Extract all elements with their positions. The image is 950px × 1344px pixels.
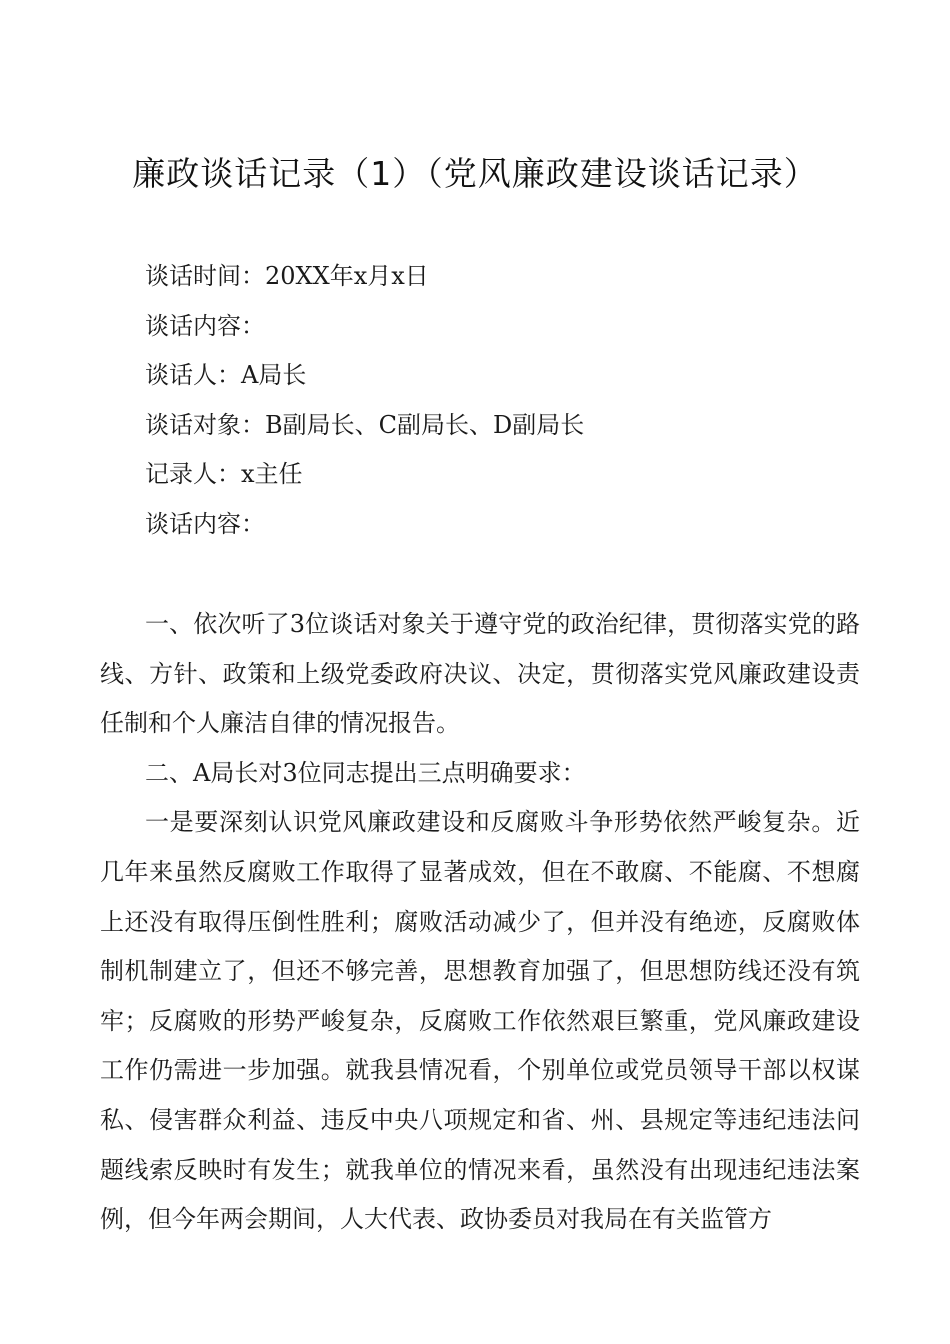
talker: 谈话人：A局长 [145, 361, 307, 390]
talk-time: 谈话时间：20XX年x月x日 [145, 262, 429, 290]
meeting-info [145, 252, 865, 550]
recorder: 记录人：x主任 [145, 460, 303, 489]
paragraph-1: 一、依次听了3位谈话对象关于遵守党的政治纪律，贯彻落实党的路线、方针、政策和上级党委政府决议、决定，贯彻落实党风廉政建设责任制和个人廉洁自律的情况报告。 [100, 610, 860, 738]
paragraph-2: 二、A局长对3位同志提出三点明确要求： [145, 758, 586, 787]
talk-targets: 谈话对象：B副局长、C副局长、D副局长 [145, 410, 585, 439]
document-body [100, 600, 860, 1245]
document-title: 廉政谈话记录（1）（党风廉政建设谈话记录） [132, 154, 818, 193]
talk-content-label-2: 谈话内容： [145, 509, 265, 538]
talk-content-label: 谈话内容： [145, 311, 265, 340]
paragraph-3: 一是要深刻认识党风廉政建设和反腐败斗争形势依然严峻复杂。近几年来虽然反腐败工作取得了显著成效，但在不敢腐、不能腐、不想腐上还没有取得压倒性胜利；腐败活动减少了，但并没有绝迹，反腐败体制机制建立了，但还不够完善，思想教育加强了，但思想防线还没有筑牢；反腐败的形势严峻复杂，反腐败工作依然艰巨繁重，党风廉政建设工作仍需进一步加强。就我县情况看，个别单位或党员领导干部以权谋私、侵害群众利益、违反中央八项规定和省、州、县规定等违纪违法问题线索反映时有发生；就我单位的情况来看，虽然没有出现违纪违法案例，但今年两会期间，人大代表、政协委员对我局在有关监管方 [100, 808, 860, 1234]
